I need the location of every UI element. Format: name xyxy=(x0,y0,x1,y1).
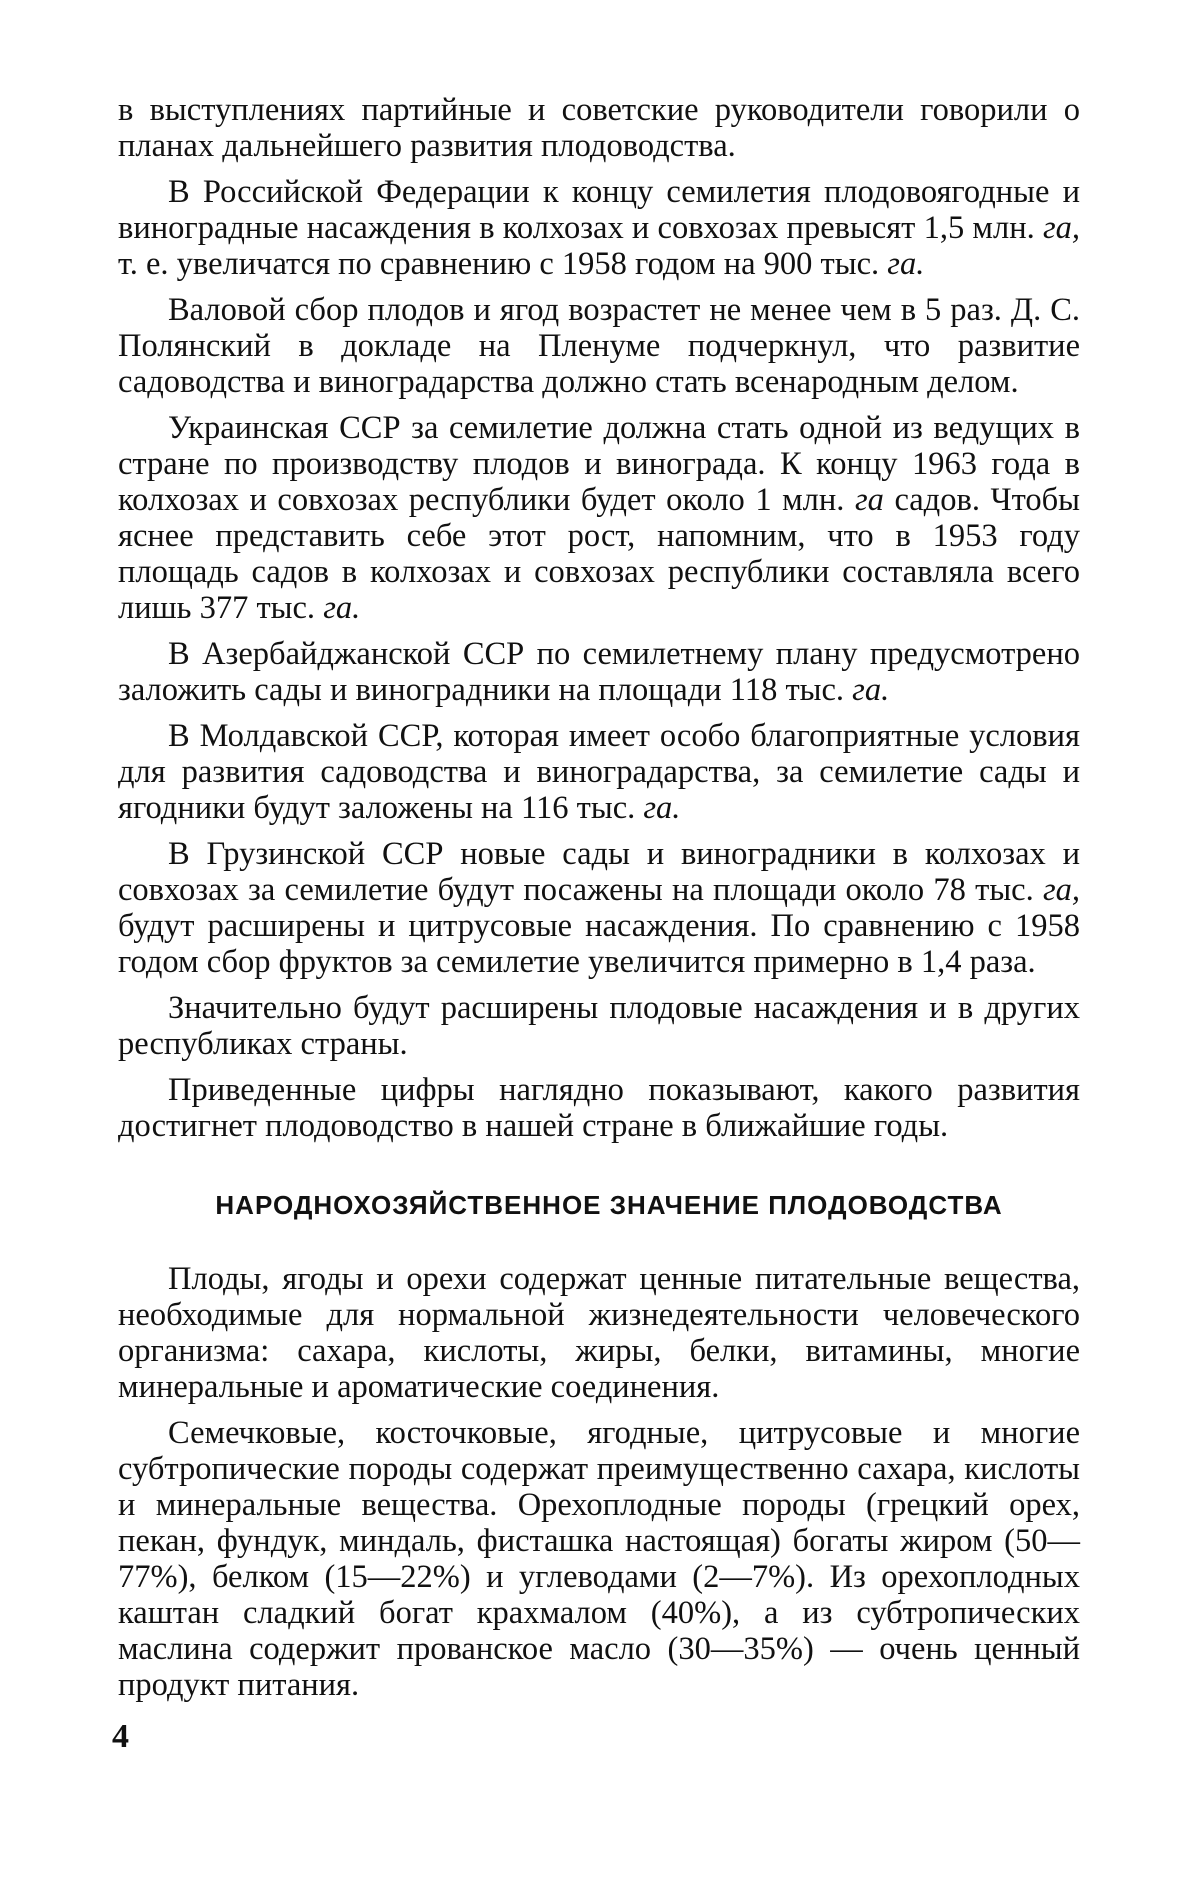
text-segment: садов. Чтобы яснее представить себе этот рост, на­помним, что в 1953 году площадь садов в колхозах и совхо­зах республики составляла всего лишь 377 тыс. xyxy=(118,482,1080,626)
upper-text-block xyxy=(118,92,1080,1144)
text-segment: Плоды, ягоды и орехи содержат ценные питательные ве­щества, необходимые для нормальной жизнедеятельности че­ловеческого организма: сахара, кислоты, жиры, белки, вита­мины, многие минеральные и ароматические соединения. xyxy=(118,1261,1080,1405)
text-segment: В Российской Федерации к концу семилетия плодово­ягодные и виноградные насаждения в колхозах и совхозах превысят 1,5 млн. xyxy=(118,174,1080,246)
paragraph-p7 xyxy=(118,990,1080,1062)
text-segment: В Молдавской ССР, которая имеет особо благоприятные условия для развития садоводства и виноградарства, за се­милетие сады и ягодники будут заложены на 116 тыс. xyxy=(118,718,1080,826)
text-segment: Валовой сбор плодов и ягод возрастет не менее чем в 5 раз. Д. С. Полянский в докладе на Пленуме подчеркнул, что раз­витие садоводства и виноградарства должно стать всенарод­ным делом. xyxy=(118,292,1080,400)
paragraph-p4 xyxy=(118,636,1080,708)
text-segment: Значительно будут расширены плодовые насаждения и в других республиках страны. xyxy=(118,990,1080,1062)
unit-abbreviation: га, xyxy=(1043,872,1080,908)
text-segment: Украинская ССР за семилетие должна стать одной из ве­дущих в стране по производству плодов и винограда. К кон­цу 1963 года в колхозах и совхозах республики будет около 1 млн. xyxy=(118,410,1080,518)
unit-abbreviation: га, xyxy=(1043,210,1080,246)
text-segment: Приведенные цифры наглядно показывают, какого разви­тия достигнет плодоводство в нашей стране в ближайшие годы. xyxy=(118,1072,1080,1144)
unit-abbreviation: га. xyxy=(852,672,889,708)
text-segment: в выступлениях партийные и советские руководители говори­ли о планах дальнейшего развития плодоводства. xyxy=(118,92,1080,164)
unit-abbreviation: га. xyxy=(887,246,924,282)
text-segment: т. е. увеличатся по сравнению с 1958 годом на 900 тыс. xyxy=(118,246,887,282)
text-segment: будут расширены и цитрусовые насажде­ния. По сравнению с 1958 годом сбор фруктов за семилетие увеличится примерно в 1,4 раза. xyxy=(118,908,1080,980)
paragraph-p6 xyxy=(118,836,1080,980)
paragraph-p3 xyxy=(118,410,1080,626)
paragraph-p0 xyxy=(118,92,1080,164)
text-segment: Семечковые, косточковые, ягодные, цитрусовые и многие субтропические породы содержат преимущественно сахара, кислоты и минеральные вещества. Орехоплодные породы (грецкий орех, пекан, фундук, миндаль, фисташка настоя­щая) богаты жиром (50—77%), белком (15—22%) и угле­водами (2—7%). Из орехоплодных каштан сладкий богат крахмалом (40%), а из субтропических маслина содержит прованское масло (30—35%) — очень ценный продукт пита­ния. xyxy=(118,1415,1080,1703)
paragraph-p5 xyxy=(118,718,1080,826)
unit-abbreviation: га. xyxy=(643,790,680,826)
section-heading: НАРОДНОХОЗЯЙСТВЕННОЕ ЗНАЧЕНИЕ ПЛОДОВОДСТВА xyxy=(118,1190,1080,1221)
text-segment: В Грузинской ССР новые сады и виноградники в колхо­зах и совхозах за семилетие будут посажены на площади около 78 тыс. xyxy=(118,836,1080,908)
text-segment: В Азербайджанской ССР по семилетнему плану преду­смотрено заложить сады и виноградники на площади 118 тыс. xyxy=(118,636,1080,708)
page-number: 4 xyxy=(112,1718,129,1756)
unit-abbreviation: га. xyxy=(323,590,360,626)
page-body xyxy=(118,92,1080,1713)
paragraph-p1 xyxy=(118,174,1080,282)
paragraph-s1 xyxy=(118,1415,1080,1703)
paragraph-p8 xyxy=(118,1072,1080,1144)
unit-abbreviation: га xyxy=(855,482,884,518)
paragraph-s0 xyxy=(118,1261,1080,1405)
paragraph-p2 xyxy=(118,292,1080,400)
section-text-block xyxy=(118,1261,1080,1703)
